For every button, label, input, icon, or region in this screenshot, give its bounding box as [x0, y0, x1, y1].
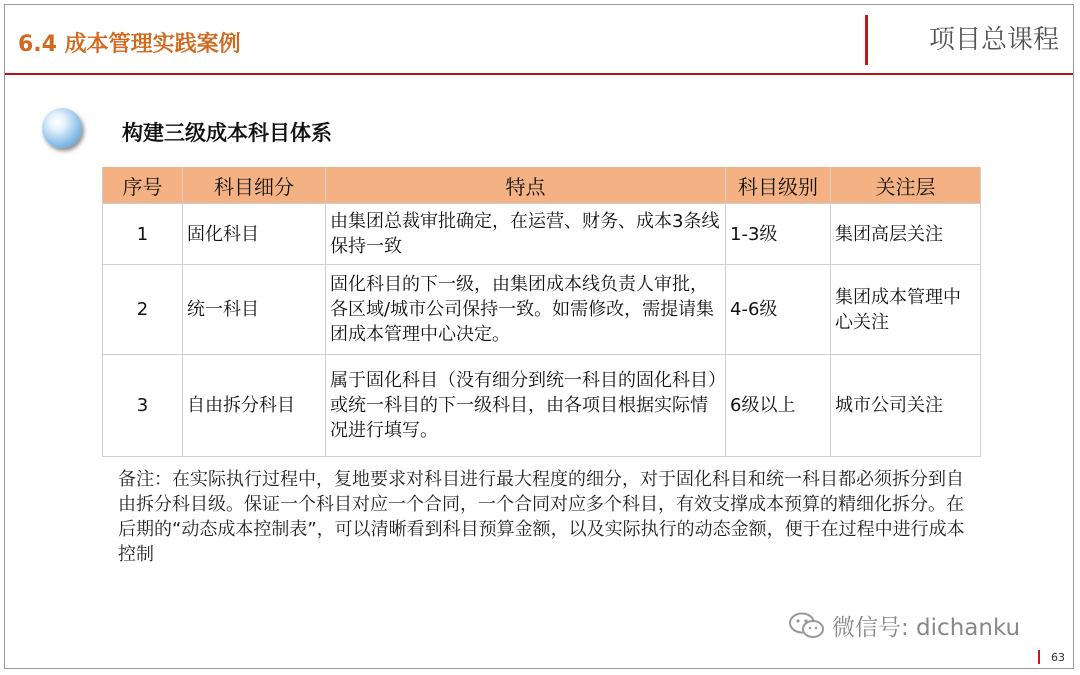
page-number: 63 [1051, 651, 1065, 664]
section-heading: 构建三级成本科目体系 [122, 121, 332, 145]
subject-cell: 自由拆分科目 [183, 355, 326, 457]
row-number: 2 [103, 265, 183, 355]
column-header-subject: 科目细分 [183, 167, 326, 204]
focus-cell: 集团成本管理中心关注 [831, 265, 981, 355]
row-number: 3 [103, 355, 183, 457]
row-number: 1 [103, 204, 183, 265]
focus-cell: 城市公司关注 [831, 355, 981, 457]
feature-cell: 属于固化科目（没有细分到统一科目的固化科目）或统一科目的下一级科目，由各项目根据实际情况进行填写。 [326, 355, 726, 457]
cost-subject-table [102, 167, 981, 457]
subject-cell: 固化科目 [183, 204, 326, 265]
column-header-no: 序号 [103, 167, 183, 204]
course-title: 项目总课程 [928, 25, 1059, 55]
feature-cell: 由集团总裁审批确定，在运营、财务、成本3条线保持一致 [326, 204, 726, 265]
feature-cell: 固化科目的下一级，由集团成本线负责人审批，各区域/城市公司保持一致。如需修改，需提请集团成本管理中心决定。 [326, 265, 726, 355]
table-row [103, 355, 981, 457]
level-cell: 1-3级 [726, 204, 831, 265]
subject-cell: 统一科目 [183, 265, 326, 355]
page-title: 6.4 成本管理实践案例 [18, 32, 241, 57]
note-text: 备注：在实际执行过程中，复地要求对科目进行最大程度的细分，对于固化科目和统一科目都必须拆分到自由拆分科目级。保证一个科目对应一个合同，一个合同对应多个科目，有效支撑成本预算的精细化拆分。在后期的“动态成本控制表”，可以清晰看到科目预算金额，以及实际执行的动态金额，便于在过程中进行成本控制 [118, 469, 965, 565]
column-header-feature: 特点 [326, 167, 726, 204]
table-row [103, 204, 981, 265]
watermark-text: 微信号: dichanku [832, 615, 1021, 641]
column-header-level: 科目级别 [726, 167, 831, 204]
watermark [788, 609, 1020, 642]
header-divider [865, 15, 868, 65]
column-header-focus: 关注层 [831, 167, 981, 204]
table-row [103, 265, 981, 355]
slide-header [5, 5, 1073, 75]
focus-cell: 集团高层关注 [831, 204, 981, 265]
level-cell: 4-6级 [726, 265, 831, 355]
bullet-ball-icon [42, 108, 82, 148]
level-cell: 6级以上 [726, 355, 831, 457]
table-header-row [103, 167, 981, 204]
wechat-icon [788, 611, 826, 641]
page-number-marker [1038, 650, 1040, 664]
